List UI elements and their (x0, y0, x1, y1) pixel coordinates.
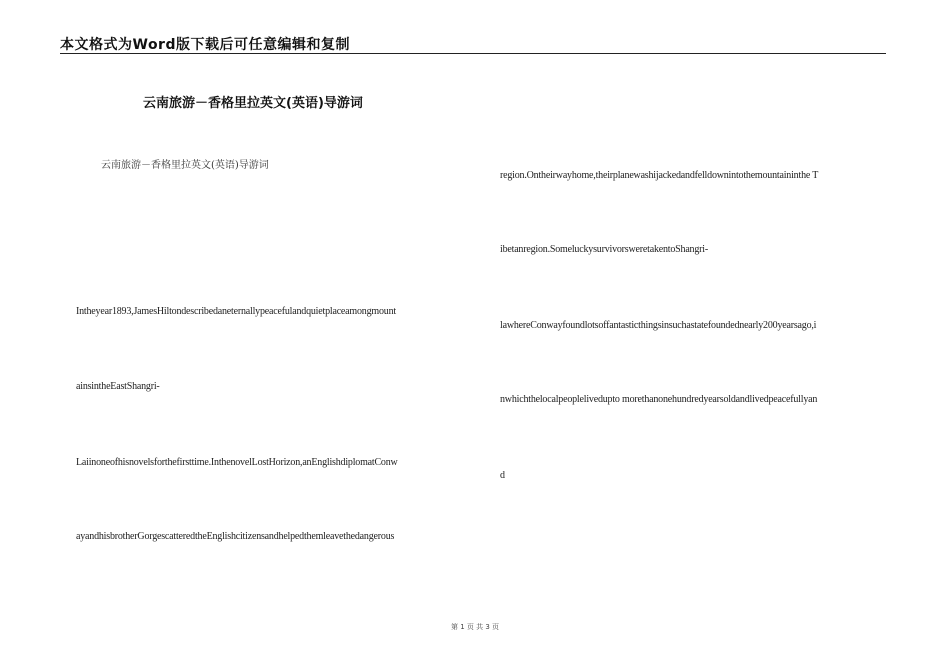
header-notice: 本文格式为Word版下载后可任意编辑和复制 (60, 37, 350, 53)
left-column-line: Intheyear1893,JamesHiltondescribedaneternallypeacefulandquietplaceamongmount (76, 306, 396, 317)
header-divider (60, 53, 886, 54)
document-subtitle: 云南旅游－香格里拉英文(英语)导游词 (101, 160, 269, 171)
right-column-line: region.Ontheirwayhome,theirplanewashijackedandfelldownintothemountaininthe T (500, 170, 819, 181)
right-column-line: ibetanregion.SomeluckysurvivorsweretakentoShangri- (500, 244, 708, 255)
document-title: 云南旅游－香格里拉英文(英语)导游词 (143, 96, 363, 111)
right-column-line: nwhichthelocalpeoplelivedupto morethanonehundredyearsoldandlivedpeacefullyan (500, 394, 818, 405)
left-column-line: ainsintheEastShangri- (76, 381, 160, 392)
left-column-line: Laiinoneofhisnovelsforthefirsttime.InthenovelLostHorizon,anEnglishdiplomatConw (76, 457, 398, 468)
right-column-line: d (500, 470, 505, 481)
right-column-line: lawhereConwayfoundlotsoffantasticthingsinsuchastatefoundednearly200yearsago,i (500, 320, 817, 331)
page-number: 第 1 页 共 3 页 (450, 623, 500, 631)
left-column-line: ayandhisbrotherGorgescatteredtheEnglishcitizensandhelpedthemleavethedangerous (76, 531, 395, 542)
